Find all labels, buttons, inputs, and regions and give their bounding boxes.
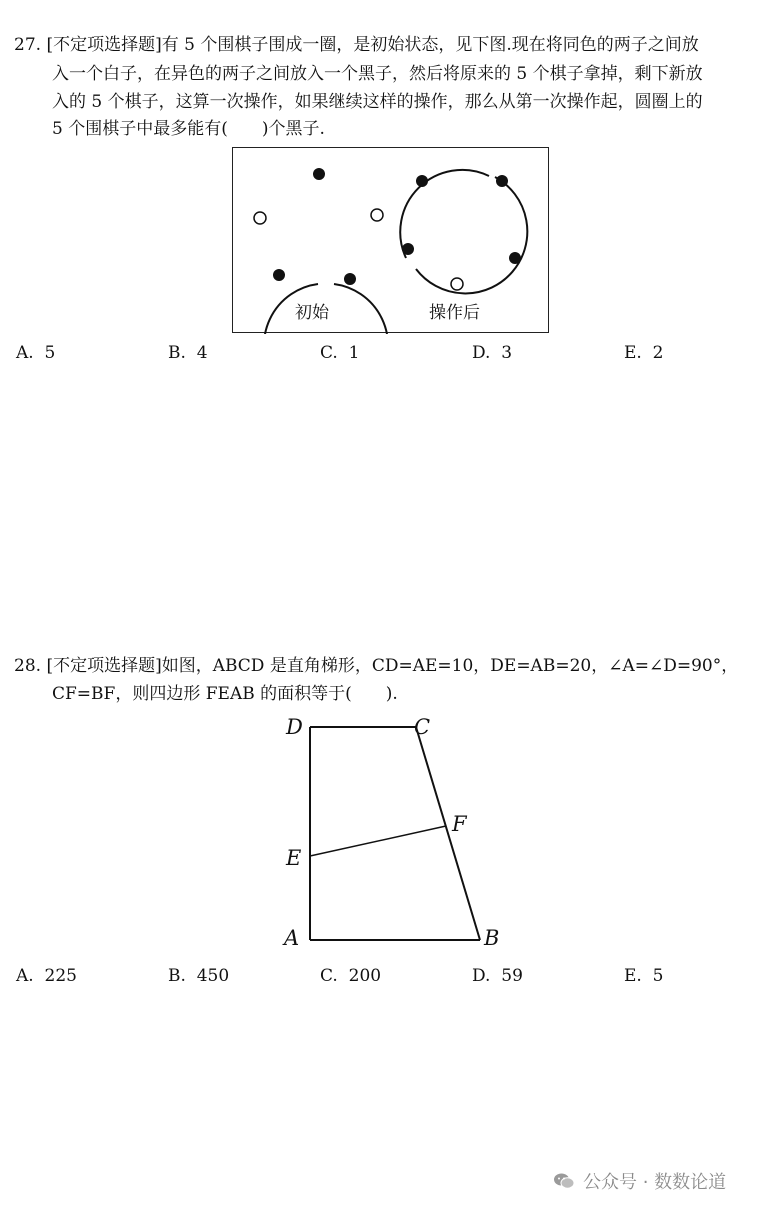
question-27-line-1: 27. [不定项选择题]有 5 个围棋子围成一圈，是初始状态，见下图.现在将同色的两子之间放: [14, 35, 699, 55]
q27-option-c: [320, 342, 359, 364]
after-circle-arc-top: [400, 170, 489, 258]
q27-option-a: [16, 342, 55, 364]
trapezoid-figure: [270, 712, 510, 962]
option-letter: C.: [320, 343, 338, 363]
initial-stone-black-top: [313, 168, 325, 180]
option-value: 4: [196, 343, 208, 363]
wechat-watermark: [553, 1168, 726, 1194]
side-cb: [416, 727, 480, 940]
q28-option-a: [16, 965, 77, 987]
label-c: C: [414, 715, 431, 739]
option-value: 3: [501, 343, 513, 363]
q27-option-d: [472, 342, 512, 364]
after-stone-black-right: [509, 252, 521, 264]
option-letter: B.: [168, 966, 186, 986]
segment-ef: [310, 826, 446, 856]
question-27-line-2: 入一个白子，在异色的两子之间放入一个黑子，然后将原来的 5 个棋子拿掉，剩下新放: [52, 64, 703, 84]
question-28-line-2: CF=BF，则四边形 FEAB 的面积等于( ).: [52, 684, 398, 704]
option-value: 450: [196, 966, 230, 986]
option-letter: A.: [16, 966, 34, 986]
option-value: 59: [501, 966, 523, 986]
question-27-line-3: 入的 5 个棋子，这算一次操作，如果继续这样的操作，那么从第一次操作起，圆圈上的: [52, 92, 703, 112]
label-b: B: [484, 926, 500, 950]
initial-stone-black-bottom-left: [273, 269, 285, 281]
go-stones-figure: [232, 147, 549, 333]
label-a: A: [284, 926, 300, 950]
q28-option-c: [320, 965, 381, 987]
watermark-text: 公众号 · 数数论道: [583, 1172, 727, 1193]
option-value: 2: [652, 343, 664, 363]
option-letter: C.: [320, 966, 338, 986]
initial-stone-black-bottom-right: [344, 273, 356, 285]
go-stones-diagram: [233, 148, 550, 334]
after-stone-black-top-right: [496, 175, 508, 187]
q28-option-d: [472, 965, 523, 987]
caption-after: 操作后: [429, 303, 480, 323]
option-letter: E.: [624, 966, 642, 986]
caption-initial: 初始: [295, 303, 329, 323]
initial-stone-white-left: [254, 212, 266, 224]
wechat-icon: [553, 1172, 575, 1190]
initial-stone-white-right: [371, 209, 383, 221]
option-value: 5: [652, 966, 664, 986]
option-letter: E.: [624, 343, 642, 363]
after-stone-white-bottom: [451, 278, 463, 290]
label-d: D: [286, 715, 303, 739]
after-stone-black-left: [402, 243, 414, 255]
option-value: 225: [44, 966, 77, 986]
question-28-line-1: 28. [不定项选择题]如图，ABCD 是直角梯形，CD=AE=10，DE=AB=20，∠A=∠D=90°，: [14, 656, 739, 676]
question-27-line-4: 5 个围棋子中最多能有( )个黑子.: [52, 119, 325, 139]
label-e: E: [286, 846, 302, 870]
after-circle: [416, 177, 527, 293]
after-stone-black-top-left: [416, 175, 428, 187]
q28-option-b: [168, 965, 229, 987]
option-letter: D.: [472, 966, 491, 986]
option-letter: B.: [168, 343, 186, 363]
option-value: 5: [44, 343, 56, 363]
q27-option-b: [168, 342, 208, 364]
option-letter: A.: [16, 343, 34, 363]
option-value: 1: [348, 343, 360, 363]
q27-option-e: [624, 342, 663, 364]
label-f: F: [452, 812, 467, 836]
option-letter: D.: [472, 343, 491, 363]
option-value: 200: [348, 966, 382, 986]
q28-option-e: [624, 965, 663, 987]
